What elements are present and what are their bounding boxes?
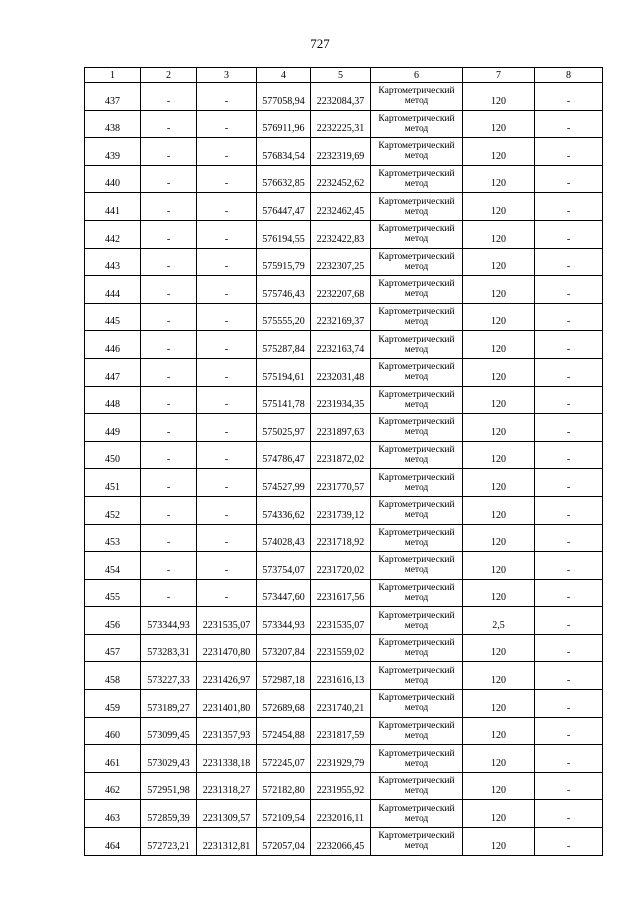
accuracy-cell: 120	[463, 717, 535, 745]
col4-x-cell: 573447,60	[257, 579, 311, 607]
col2-x-cell: -	[141, 414, 197, 442]
col8-cell: -	[535, 607, 603, 635]
accuracy-cell: 120	[463, 303, 535, 331]
method-cell: Картометрический метод	[371, 414, 463, 442]
col3-y-cell: -	[197, 220, 257, 248]
col8-cell: -	[535, 138, 603, 166]
table-row	[85, 358, 603, 386]
point-number-cell: 457	[85, 634, 141, 662]
col3-y-cell: 2231470,80	[197, 634, 257, 662]
table-row	[85, 220, 603, 248]
method-cell: Картометрический метод	[371, 690, 463, 718]
col4-x-cell: 572245,07	[257, 745, 311, 773]
col4-x-cell: 574336,62	[257, 496, 311, 524]
accuracy-cell: 120	[463, 331, 535, 359]
col3-y-cell: -	[197, 469, 257, 497]
table-row	[85, 303, 603, 331]
point-number-cell: 447	[85, 358, 141, 386]
col2-x-cell: -	[141, 358, 197, 386]
point-number-cell: 455	[85, 579, 141, 607]
point-number-cell: 453	[85, 524, 141, 552]
method-cell: Картометрический метод	[371, 331, 463, 359]
point-number-cell: 446	[85, 331, 141, 359]
accuracy-cell: 120	[463, 690, 535, 718]
accuracy-cell: 120	[463, 745, 535, 773]
point-number-cell: 450	[85, 441, 141, 469]
col5-y-cell: 2232307,25	[311, 248, 371, 276]
accuracy-cell: 120	[463, 358, 535, 386]
col4-x-cell: 575555,20	[257, 303, 311, 331]
col2-x-cell: -	[141, 83, 197, 111]
method-cell: Картометрический метод	[371, 220, 463, 248]
point-number-cell: 462	[85, 772, 141, 800]
point-number-cell: 442	[85, 220, 141, 248]
col3-y-cell: 2231312,81	[197, 828, 257, 856]
col4-x-cell: 574028,43	[257, 524, 311, 552]
col3-y-cell: -	[197, 386, 257, 414]
col8-cell: -	[535, 386, 603, 414]
col4-x-cell: 574527,99	[257, 469, 311, 497]
col2-x-cell: -	[141, 303, 197, 331]
col3-y-cell: -	[197, 248, 257, 276]
col8-cell: -	[535, 441, 603, 469]
col5-y-cell: 2231720,02	[311, 552, 371, 580]
page-number: 727	[310, 36, 330, 51]
col3-y-cell: -	[197, 579, 257, 607]
point-number-cell: 458	[85, 662, 141, 690]
col3-y-cell: -	[197, 552, 257, 580]
col2-x-cell: -	[141, 441, 197, 469]
accuracy-cell: 120	[463, 634, 535, 662]
point-number-cell: 437	[85, 83, 141, 111]
col2-x-cell: -	[141, 138, 197, 166]
col4-x-cell: 575746,43	[257, 276, 311, 304]
method-cell: Картометрический метод	[371, 83, 463, 111]
col5-y-cell: 2231897,63	[311, 414, 371, 442]
table-header-row	[85, 68, 603, 83]
col8-cell: -	[535, 745, 603, 773]
point-number-cell: 448	[85, 386, 141, 414]
header-col-6: 6	[371, 68, 463, 83]
method-cell: Картометрический метод	[371, 303, 463, 331]
accuracy-cell: 120	[463, 276, 535, 304]
method-cell: Картометрический метод	[371, 248, 463, 276]
col3-y-cell: 2231426,97	[197, 662, 257, 690]
col8-cell: -	[535, 331, 603, 359]
method-cell: Картометрический метод	[371, 524, 463, 552]
col8-cell: -	[535, 524, 603, 552]
col4-x-cell: 576194,55	[257, 220, 311, 248]
table-row	[85, 331, 603, 359]
col8-cell: -	[535, 828, 603, 856]
method-cell: Картометрический метод	[371, 358, 463, 386]
col5-y-cell: 2231617,56	[311, 579, 371, 607]
header-col-4: 4	[257, 68, 311, 83]
method-cell: Картометрический метод	[371, 634, 463, 662]
col5-y-cell: 2231934,35	[311, 386, 371, 414]
col4-x-cell: 573754,07	[257, 552, 311, 580]
col5-y-cell: 2232207,68	[311, 276, 371, 304]
header-col-2: 2	[141, 68, 197, 83]
col5-y-cell: 2232169,37	[311, 303, 371, 331]
table-row	[85, 386, 603, 414]
point-number-cell: 438	[85, 110, 141, 138]
col3-y-cell: -	[197, 303, 257, 331]
col8-cell: -	[535, 358, 603, 386]
accuracy-cell: 120	[463, 828, 535, 856]
accuracy-cell: 120	[463, 165, 535, 193]
col3-y-cell: -	[197, 496, 257, 524]
col2-x-cell: 573189,27	[141, 690, 197, 718]
point-number-cell: 439	[85, 138, 141, 166]
col4-x-cell: 577058,94	[257, 83, 311, 111]
table-body	[85, 83, 603, 856]
col2-x-cell: -	[141, 248, 197, 276]
col5-y-cell: 2232066,45	[311, 828, 371, 856]
col5-y-cell: 2231872,02	[311, 441, 371, 469]
method-cell: Картометрический метод	[371, 386, 463, 414]
col5-y-cell: 2231559,02	[311, 634, 371, 662]
col8-cell: -	[535, 690, 603, 718]
col4-x-cell: 575194,61	[257, 358, 311, 386]
col2-x-cell: -	[141, 110, 197, 138]
point-number-cell: 443	[85, 248, 141, 276]
method-cell: Картометрический метод	[371, 138, 463, 166]
table-row	[85, 193, 603, 221]
accuracy-cell: 120	[463, 579, 535, 607]
col5-y-cell: 2231770,57	[311, 469, 371, 497]
accuracy-cell: 120	[463, 772, 535, 800]
col2-x-cell: -	[141, 496, 197, 524]
point-number-cell: 459	[85, 690, 141, 718]
col5-y-cell: 2232319,69	[311, 138, 371, 166]
method-cell: Картометрический метод	[371, 772, 463, 800]
col5-y-cell: 2231535,07	[311, 607, 371, 635]
col5-y-cell: 2231718,92	[311, 524, 371, 552]
col8-cell: -	[535, 496, 603, 524]
method-cell: Картометрический метод	[371, 828, 463, 856]
col4-x-cell: 575141,78	[257, 386, 311, 414]
method-cell: Картометрический метод	[371, 579, 463, 607]
col8-cell: -	[535, 110, 603, 138]
accuracy-cell: 120	[463, 110, 535, 138]
accuracy-cell: 120	[463, 220, 535, 248]
col8-cell: -	[535, 800, 603, 828]
col8-cell: -	[535, 579, 603, 607]
col2-x-cell: -	[141, 331, 197, 359]
col5-y-cell: 2232084,37	[311, 83, 371, 111]
col4-x-cell: 576632,85	[257, 165, 311, 193]
accuracy-cell: 120	[463, 496, 535, 524]
accuracy-cell: 120	[463, 441, 535, 469]
col5-y-cell: 2232462,45	[311, 193, 371, 221]
col2-x-cell: 573344,93	[141, 607, 197, 635]
point-number-cell: 441	[85, 193, 141, 221]
col3-y-cell: 2231357,93	[197, 717, 257, 745]
method-cell: Картометрический метод	[371, 441, 463, 469]
col4-x-cell: 575915,79	[257, 248, 311, 276]
col2-x-cell: 573283,31	[141, 634, 197, 662]
table-row	[85, 138, 603, 166]
col2-x-cell: 573227,33	[141, 662, 197, 690]
header-col-5: 5	[311, 68, 371, 83]
accuracy-cell: 120	[463, 552, 535, 580]
accuracy-cell: 120	[463, 248, 535, 276]
method-cell: Картометрический метод	[371, 745, 463, 773]
col3-y-cell: 2231338,18	[197, 745, 257, 773]
col5-y-cell: 2231929,79	[311, 745, 371, 773]
accuracy-cell: 2,5	[463, 607, 535, 635]
col3-y-cell: -	[197, 165, 257, 193]
col8-cell: -	[535, 469, 603, 497]
method-cell: Картометрический метод	[371, 165, 463, 193]
accuracy-cell: 120	[463, 662, 535, 690]
col2-x-cell: 572859,39	[141, 800, 197, 828]
table-row	[85, 772, 603, 800]
col8-cell: -	[535, 414, 603, 442]
col2-x-cell: 572723,21	[141, 828, 197, 856]
col2-x-cell: -	[141, 552, 197, 580]
col8-cell: -	[535, 717, 603, 745]
accuracy-cell: 120	[463, 83, 535, 111]
header-col-1: 1	[85, 68, 141, 83]
col2-x-cell: -	[141, 579, 197, 607]
table-row	[85, 579, 603, 607]
table-row	[85, 717, 603, 745]
col3-y-cell: -	[197, 414, 257, 442]
col2-x-cell: -	[141, 220, 197, 248]
accuracy-cell: 120	[463, 386, 535, 414]
col4-x-cell: 576834,54	[257, 138, 311, 166]
table-row	[85, 248, 603, 276]
accuracy-cell: 120	[463, 193, 535, 221]
col5-y-cell: 2231740,21	[311, 690, 371, 718]
method-cell: Картометрический метод	[371, 110, 463, 138]
col4-x-cell: 572182,80	[257, 772, 311, 800]
table-row	[85, 165, 603, 193]
col8-cell: -	[535, 276, 603, 304]
point-number-cell: 445	[85, 303, 141, 331]
col4-x-cell: 576911,96	[257, 110, 311, 138]
col8-cell: -	[535, 772, 603, 800]
table-row	[85, 524, 603, 552]
method-cell: Картометрический метод	[371, 662, 463, 690]
col3-y-cell: 2231309,57	[197, 800, 257, 828]
table-row	[85, 607, 603, 635]
col3-y-cell: -	[197, 524, 257, 552]
col3-y-cell: -	[197, 193, 257, 221]
header-col-8: 8	[535, 68, 603, 83]
point-number-cell: 452	[85, 496, 141, 524]
method-cell: Картометрический метод	[371, 193, 463, 221]
col5-y-cell: 2231616,13	[311, 662, 371, 690]
col8-cell: -	[535, 662, 603, 690]
col4-x-cell: 574786,47	[257, 441, 311, 469]
header-col-7: 7	[463, 68, 535, 83]
col4-x-cell: 572057,04	[257, 828, 311, 856]
table-row	[85, 690, 603, 718]
col4-x-cell: 572987,18	[257, 662, 311, 690]
table-row	[85, 634, 603, 662]
col4-x-cell: 572109,54	[257, 800, 311, 828]
table-row	[85, 110, 603, 138]
col8-cell: -	[535, 248, 603, 276]
method-cell: Картометрический метод	[371, 717, 463, 745]
col3-y-cell: 2231535,07	[197, 607, 257, 635]
col8-cell: -	[535, 193, 603, 221]
point-number-cell: 454	[85, 552, 141, 580]
col2-x-cell: 572951,98	[141, 772, 197, 800]
header-col-3: 3	[197, 68, 257, 83]
col2-x-cell: -	[141, 386, 197, 414]
col5-y-cell: 2232422,83	[311, 220, 371, 248]
col8-cell: -	[535, 220, 603, 248]
col3-y-cell: -	[197, 331, 257, 359]
col8-cell: -	[535, 552, 603, 580]
col4-x-cell: 572689,68	[257, 690, 311, 718]
table-row	[85, 276, 603, 304]
table-row	[85, 441, 603, 469]
accuracy-cell: 120	[463, 414, 535, 442]
method-cell: Картометрический метод	[371, 800, 463, 828]
col5-y-cell: 2231817,59	[311, 717, 371, 745]
accuracy-cell: 120	[463, 469, 535, 497]
table-row	[85, 745, 603, 773]
accuracy-cell: 120	[463, 524, 535, 552]
col5-y-cell: 2232452,62	[311, 165, 371, 193]
col8-cell: -	[535, 83, 603, 111]
col2-x-cell: -	[141, 524, 197, 552]
col5-y-cell: 2232031,48	[311, 358, 371, 386]
col4-x-cell: 572454,88	[257, 717, 311, 745]
col3-y-cell: 2231401,80	[197, 690, 257, 718]
method-cell: Картометрический метод	[371, 276, 463, 304]
table-row	[85, 552, 603, 580]
col5-y-cell: 2231955,92	[311, 772, 371, 800]
point-number-cell: 456	[85, 607, 141, 635]
method-cell: Картометрический метод	[371, 469, 463, 497]
point-number-cell: 460	[85, 717, 141, 745]
table-row	[85, 662, 603, 690]
table-row	[85, 83, 603, 111]
col4-x-cell: 573207,84	[257, 634, 311, 662]
col4-x-cell: 573344,93	[257, 607, 311, 635]
col4-x-cell: 575287,84	[257, 331, 311, 359]
point-number-cell: 440	[85, 165, 141, 193]
col4-x-cell: 576447,47	[257, 193, 311, 221]
col5-y-cell: 2232016,11	[311, 800, 371, 828]
col8-cell: -	[535, 165, 603, 193]
point-number-cell: 451	[85, 469, 141, 497]
col3-y-cell: -	[197, 138, 257, 166]
table-row	[85, 800, 603, 828]
col3-y-cell: 2231318,27	[197, 772, 257, 800]
col8-cell: -	[535, 303, 603, 331]
col3-y-cell: -	[197, 276, 257, 304]
col8-cell: -	[535, 634, 603, 662]
table-row	[85, 828, 603, 856]
point-number-cell: 461	[85, 745, 141, 773]
method-cell: Картометрический метод	[371, 552, 463, 580]
col3-y-cell: -	[197, 358, 257, 386]
col3-y-cell: -	[197, 83, 257, 111]
col5-y-cell: 2231739,12	[311, 496, 371, 524]
point-number-cell: 463	[85, 800, 141, 828]
point-number-cell: 449	[85, 414, 141, 442]
table-row	[85, 469, 603, 497]
col3-y-cell: -	[197, 110, 257, 138]
table-row	[85, 496, 603, 524]
col2-x-cell: -	[141, 193, 197, 221]
col2-x-cell: -	[141, 276, 197, 304]
col4-x-cell: 575025,97	[257, 414, 311, 442]
accuracy-cell: 120	[463, 138, 535, 166]
col2-x-cell: 573099,45	[141, 717, 197, 745]
accuracy-cell: 120	[463, 800, 535, 828]
coordinates-table	[84, 67, 603, 856]
col5-y-cell: 2232163,74	[311, 331, 371, 359]
col2-x-cell: -	[141, 165, 197, 193]
col2-x-cell: -	[141, 469, 197, 497]
method-cell: Картометрический метод	[371, 496, 463, 524]
col2-x-cell: 573029,43	[141, 745, 197, 773]
col5-y-cell: 2232225,31	[311, 110, 371, 138]
col3-y-cell: -	[197, 441, 257, 469]
point-number-cell: 464	[85, 828, 141, 856]
table-row	[85, 414, 603, 442]
point-number-cell: 444	[85, 276, 141, 304]
method-cell: Картометрический метод	[371, 607, 463, 635]
